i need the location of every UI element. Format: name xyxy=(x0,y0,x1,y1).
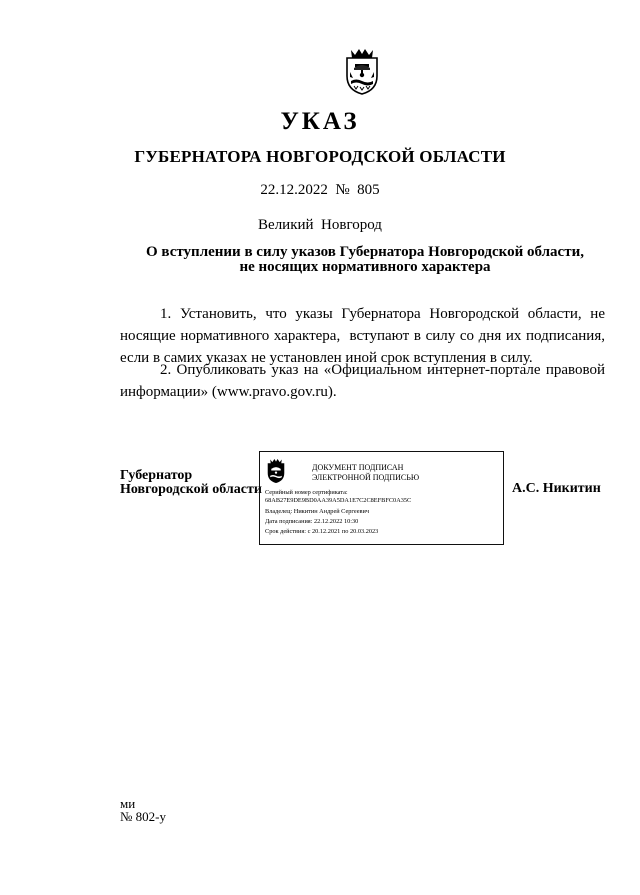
document-title: УКАЗ xyxy=(280,108,360,135)
document-city: Великий Новгород xyxy=(258,217,382,233)
signatory-name: А.С. Никитин xyxy=(512,481,601,496)
signatory-position xyxy=(120,469,262,497)
stamp-header-line-1: ДОКУМЕНТ ПОДПИСАН xyxy=(312,463,404,472)
footer-initials: ми xyxy=(120,796,136,811)
heading-line-2: не носящих нормативного характера xyxy=(239,259,491,275)
footer-number: № 802-у xyxy=(120,809,166,824)
heading-line-1: О вступлении в силу указов Губернатора Новгородской области, xyxy=(146,244,584,260)
stamp-header-line-2: ЭЛЕКТРОННОЙ ПОДПИСЬЮ xyxy=(312,473,420,482)
signatory-position-line-1: Губернатор xyxy=(120,468,193,483)
stamp-cert-number: 68AB27E9DE9BD0AA39A5DA1E7C2C8EFBFC0A35C xyxy=(265,497,412,504)
document-date-number: 22.12.2022 № 805 xyxy=(260,182,380,198)
paragraph-2: 2. Опубликовать указ на «Официальном интернет-портале правовой информации» (www.pravo.gov.ru). xyxy=(120,362,605,400)
document-heading xyxy=(120,245,610,275)
stamp-cert-label: Серийный номер сертификата: xyxy=(265,489,348,496)
stamp-header xyxy=(312,463,419,483)
document-issuer: ГУБЕРНАТОРА НОВГОРОДСКОЙ ОБЛАСТИ xyxy=(134,147,506,166)
stamp-owner: Владелец: Никитин Андрей Сергеевич xyxy=(265,508,370,515)
signatory-position-line-2: Новгородской области xyxy=(120,482,262,497)
footer-note xyxy=(120,797,166,823)
stamp-coat-of-arms-icon xyxy=(265,457,287,484)
coat-of-arms-icon xyxy=(341,46,383,96)
stamp-validity: Срок действия: с 20.12.2021 по 20.03.2023 xyxy=(265,528,379,535)
stamp-sign-date: Дата подписания: 22.12.2022 10:30 xyxy=(265,518,359,525)
electronic-signature-stamp xyxy=(259,451,504,545)
paragraph-1: 1. Установить, что указы Губернатора Новгородской области, не носящие нормативного характера, вступают в силу со дня их подписания, если в самих указах не установлен иной срок вступления в силу. xyxy=(120,306,609,366)
